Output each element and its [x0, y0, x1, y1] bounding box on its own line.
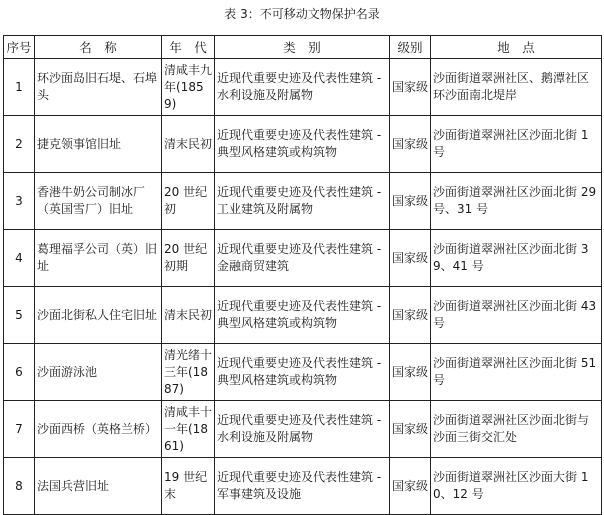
cell-location: 沙面街道翠洲社区沙面北街 1 号: [431, 116, 602, 173]
cell-index: 8: [4, 458, 35, 515]
cell-location: 沙面街道翠洲社区沙面北街 39、41 号: [431, 230, 602, 287]
cell-category: 近现代重要史迹及代表性建筑 - 军事建筑及设施: [215, 458, 390, 515]
header-location: 地 点: [431, 36, 602, 59]
cell-name: 沙面北街私人住宅旧址: [35, 287, 162, 344]
cell-name: 沙面西桥（英格兰桥）: [35, 401, 162, 458]
header-index: 序号: [4, 36, 35, 59]
cell-location: 沙面街道翠洲社区沙面北街与沙面三街交汇处: [431, 401, 602, 458]
table-row: [4, 458, 602, 515]
table-row: [4, 59, 602, 116]
cell-name: 环沙面岛旧石堤、石埠头: [35, 59, 162, 116]
cell-name: 香港牛奶公司制冰厂（英国雪厂）旧址: [35, 173, 162, 230]
cell-level: 国家级: [390, 458, 431, 515]
cell-category: 近现代重要史迹及代表性建筑 - 水利设施及附属物: [215, 59, 390, 116]
cell-index: 3: [4, 173, 35, 230]
cell-category: 近现代重要史迹及代表性建筑 - 典型风格建筑或构筑物: [215, 116, 390, 173]
table-row: [4, 401, 602, 458]
cell-index: 7: [4, 401, 35, 458]
cell-index: 1: [4, 59, 35, 116]
cell-era: 清末民初: [162, 116, 215, 173]
heritage-table: [3, 35, 602, 515]
cell-era: 清末民初: [162, 287, 215, 344]
cell-level: 国家级: [390, 287, 431, 344]
cell-name: 沙面游泳池: [35, 344, 162, 401]
cell-location: 沙面街道翠洲社区沙面大街 10、12 号: [431, 458, 602, 515]
cell-location: 沙面街道翠洲社区沙面北街 29 号、31 号: [431, 173, 602, 230]
cell-category: 近现代重要史迹及代表性建筑 - 典型风格建筑或构筑物: [215, 344, 390, 401]
cell-level: 国家级: [390, 401, 431, 458]
cell-index: 2: [4, 116, 35, 173]
cell-level: 国家级: [390, 116, 431, 173]
cell-category: 近现代重要史迹及代表性建筑 - 典型风格建筑或构筑物: [215, 287, 390, 344]
cell-location: 沙面街道翠洲社区沙面北街 51 号: [431, 344, 602, 401]
cell-index: 6: [4, 344, 35, 401]
cell-era: 清光绪十三年(1887): [162, 344, 215, 401]
cell-category: 近现代重要史迹及代表性建筑 - 工业建筑及附属物: [215, 173, 390, 230]
header-name: 名 称: [35, 36, 162, 59]
table-row: [4, 116, 602, 173]
cell-era: 20 世纪初期: [162, 230, 215, 287]
header-category: 类 别: [215, 36, 390, 59]
cell-era: 19 世纪末: [162, 458, 215, 515]
table-row: [4, 287, 602, 344]
cell-name: 葛理福孚公司（英）旧址: [35, 230, 162, 287]
cell-era: 清咸丰九年(1859): [162, 59, 215, 116]
cell-name: 捷克领事馆旧址: [35, 116, 162, 173]
cell-era: 20 世纪初: [162, 173, 215, 230]
cell-level: 国家级: [390, 230, 431, 287]
table-row: [4, 344, 602, 401]
cell-index: 4: [4, 230, 35, 287]
table-row: [4, 173, 602, 230]
header-level: 级别: [390, 36, 431, 59]
cell-location: 沙面街道翠洲社区沙面北街 43 号: [431, 287, 602, 344]
cell-location: 沙面街道翠洲社区、鹅潭社区环沙面南北堤岸: [431, 59, 602, 116]
cell-name: 法国兵营旧址: [35, 458, 162, 515]
table-row: [4, 230, 602, 287]
cell-era: 清咸丰十一年(1861): [162, 401, 215, 458]
table-caption: 表 3：不可移动文物保护名录: [224, 7, 380, 21]
cell-level: 国家级: [390, 173, 431, 230]
cell-index: 5: [4, 287, 35, 344]
cell-level: 国家级: [390, 344, 431, 401]
cell-category: 近现代重要史迹及代表性建筑 - 水利设施及附属物: [215, 401, 390, 458]
cell-level: 国家级: [390, 59, 431, 116]
table-header-row: [4, 36, 602, 59]
header-era: 年 代: [162, 36, 215, 59]
cell-category: 近现代重要史迹及代表性建筑 - 金融商贸建筑: [215, 230, 390, 287]
